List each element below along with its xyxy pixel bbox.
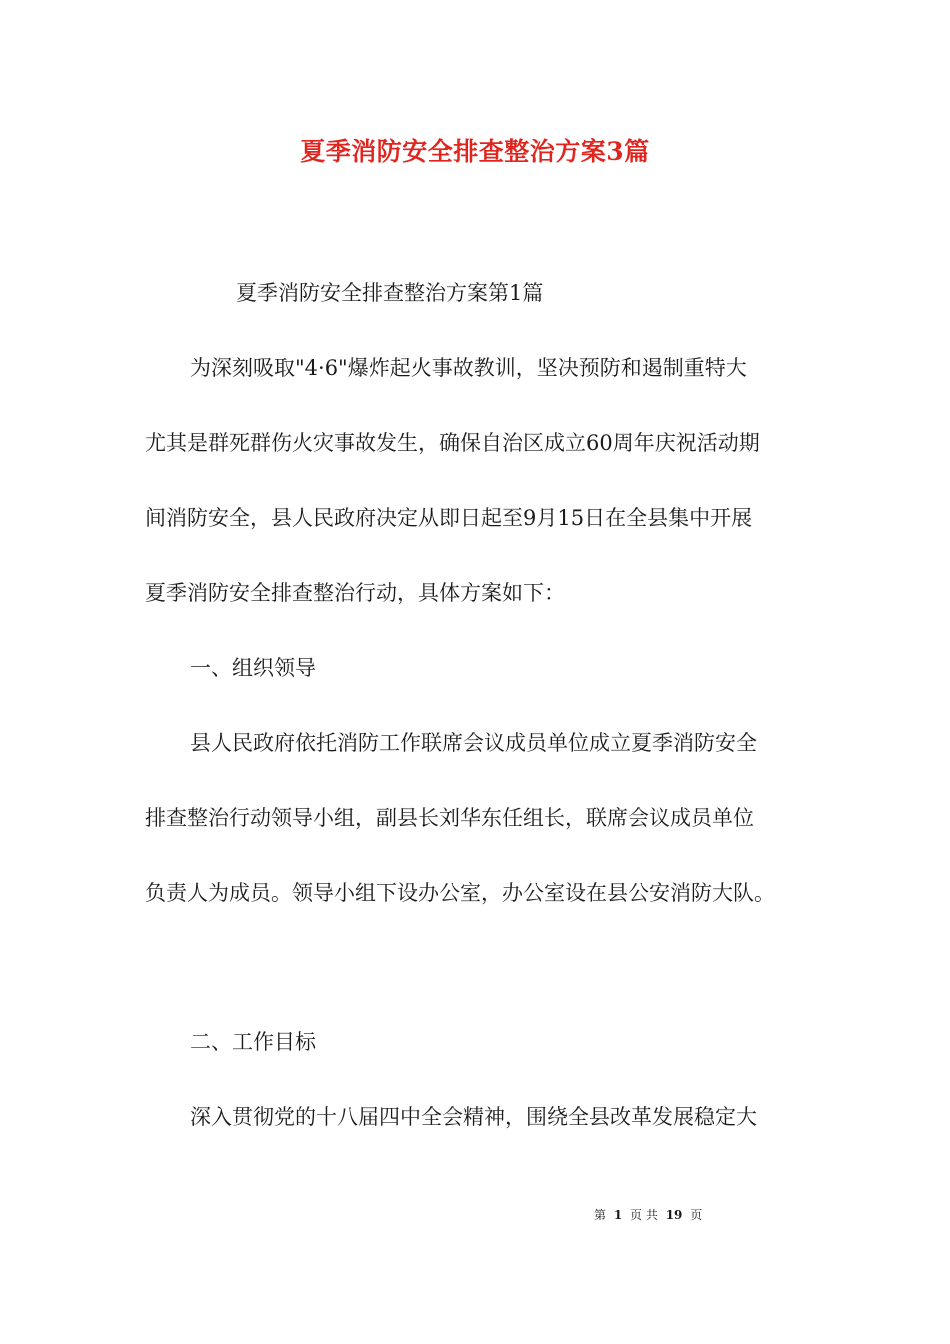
paragraph-line: 为深刻吸取"4·6"爆炸起火事故教训，坚决预防和遏制重特大 (190, 356, 747, 380)
paragraph-line: 排查整治行动领导小组，副县长刘华东任组长，联席会议成员单位 (145, 806, 754, 830)
paragraph-line: 夏季消防安全排查整治行动，具体方案如下： (145, 581, 565, 605)
paragraph-line: 负责人为成员。领导小组下设办公室，办公室设在县公安消防大队。 (145, 881, 775, 905)
paragraph-line: 间消防安全，县人民政府决定从即日起至9月15日在全县集中开展 (145, 506, 753, 530)
page-footer (594, 1206, 706, 1223)
footer-prefix: 第 (594, 1208, 607, 1222)
section-subtitle: 夏季消防安全排查整治方案第1篇 (236, 281, 544, 305)
footer-page-number: 1 (613, 1208, 623, 1222)
paragraph-line: 尤其是群死群伤火灾事故发生，确保自治区成立60周年庆祝活动期 (145, 431, 760, 455)
paragraph-line: 县人民政府依托消防工作联席会议成员单位成立夏季消防安全 (190, 731, 757, 755)
paragraph-line: 深入贯彻党的十八届四中全会精神，围绕全县改革发展稳定大 (190, 1105, 757, 1129)
section-heading: 一、组织领导 (190, 656, 316, 680)
footer-suffix: 页 (690, 1208, 703, 1222)
footer-middle: 页 共 (630, 1208, 658, 1222)
section-heading: 二、工作目标 (190, 1030, 316, 1054)
footer-total-pages: 19 (665, 1208, 683, 1222)
document-title: 夏季消防安全排查整治方案3篇 (300, 137, 650, 166)
